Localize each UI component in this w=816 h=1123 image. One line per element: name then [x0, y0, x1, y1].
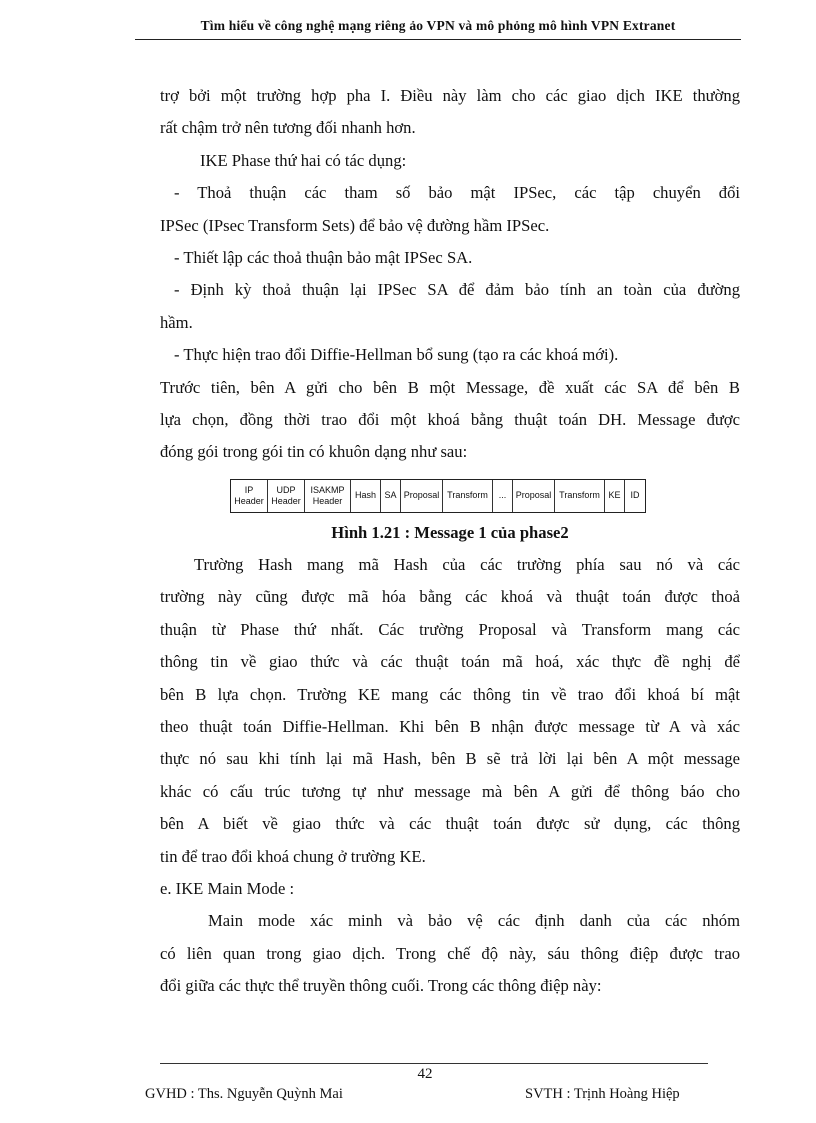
footer-rule [160, 1063, 708, 1064]
section-heading: e. IKE Main Mode : [160, 878, 295, 898]
page-number: 42 [417, 1066, 433, 1082]
paragraph-line: IKE Phase thứ hai có tác dụng: [200, 150, 407, 170]
running-header: Tìm hiểu về công nghệ mạng riêng ảo VPN và mô phỏng mô hình VPN Extranet [200, 18, 676, 33]
packet-field-hash: Hash [351, 480, 381, 512]
paragraph-line: có liên quan trong giao dịch. Trong chế độ này, sáu thông điệp được trao [160, 943, 740, 963]
paragraph-line: theo thuật toán Diffie-Hellman. Khi bên B nhận được message từ A và xác [160, 717, 740, 737]
paragraph-line: thông tin về giao thức và các thuật toán mã hoá, xác thực đề nghị để [160, 652, 740, 672]
paragraph-line: thực nó sau khi tính lại mã Hash, bên B sẽ trả lời lại bên A một message [160, 749, 740, 769]
paragraph-line: bên B lựa chọn. Trường KE mang các thông tin về trao đổi khoá bí mật [160, 684, 740, 704]
document-body [160, 80, 740, 1003]
paragraph-line: tin để trao đổi khoá chung ở trường KE. [160, 846, 426, 866]
paragraph-line: lựa chọn, đồng thời trao đổi một khoá bằng thuật toán DH. Message được [160, 409, 740, 429]
packet-field-proposal: Proposal [513, 480, 555, 512]
packet-field-id: ID [630, 490, 640, 501]
packet-figure [160, 469, 740, 517]
footer-student: SVTH : Trịnh Hoàng Hiệp [525, 1086, 680, 1102]
packet-field-transform: Transform [555, 480, 605, 512]
paragraph-line: Trường Hash mang mã Hash của các trường phía sau nó và các [194, 555, 740, 575]
paragraph-line: Trước tiên, bên A gửi cho bên B một Message, đề xuất các SA để bên B [160, 377, 740, 397]
paragraph-line: thuận từ Phase thứ nhất. Các trường Proposal và Transform mang các [160, 619, 740, 639]
footer-advisor: GVHD : Ths. Nguyễn Quỳnh Mai [145, 1086, 343, 1102]
packet-field-ip-header: IP Header [231, 480, 268, 512]
bullet-continuation: IPSec (IPsec Transform Sets) để bảo vệ đường hầm IPSec. [160, 215, 550, 235]
paragraph-line: Main mode xác minh và bảo vệ các định danh của các nhóm [208, 911, 740, 931]
packet-field-udp-header: UDP Header [268, 480, 305, 512]
paragraph-line: đóng gói trong gói tin có khuôn dạng như sau: [160, 442, 468, 462]
packet-format-diagram [230, 479, 646, 513]
bullet-item: - Thực hiện trao đổi Diffie-Hellman bổ sung (tạo ra các khoá mới). [174, 345, 619, 365]
paragraph-line: trợ bởi một trường hợp pha I. Điều này làm cho các giao dịch IKE thường [160, 86, 740, 105]
bullet-item: - Định kỳ thoả thuận lại IPSec SA để đảm bảo tính an toàn của đường [174, 280, 740, 300]
paragraph-line: bên A biết về giao thức và các thuật toán được sử dụng, các thông [160, 814, 740, 834]
bullet-item: - Thiết lập các thoả thuận bảo mật IPSec SA. [174, 247, 473, 267]
paragraph-line: trường này cũng được mã hóa bằng các khoá và thuật toán được thoả [160, 587, 740, 607]
packet-field-sa: SA [381, 480, 401, 512]
packet-field-ke: KE [605, 480, 625, 512]
packet-field-ellipsis: ... [493, 480, 513, 512]
packet-field-proposal: Proposal [401, 480, 443, 512]
paragraph-line: khác có cấu trúc tương tự như message mà bên A gửi để thông báo cho [160, 781, 740, 801]
packet-field-isakmp-header: ISAKMP Header [305, 480, 351, 512]
bullet-continuation: hầm. [160, 312, 193, 332]
paragraph-line: rất chậm trở nên tương đối nhanh hơn. [160, 118, 416, 138]
figure-caption: Hình 1.21 : Message 1 của phase2 [331, 522, 569, 542]
packet-field-transform: Transform [443, 480, 493, 512]
paragraph-line: đổi giữa các thực thể truyền thông cuối. Trong các thông điệp này: [160, 976, 602, 996]
header-rule [135, 39, 741, 40]
bullet-item: - Thoả thuận các tham số bảo mật IPSec, các tập chuyển đổi [174, 183, 740, 203]
